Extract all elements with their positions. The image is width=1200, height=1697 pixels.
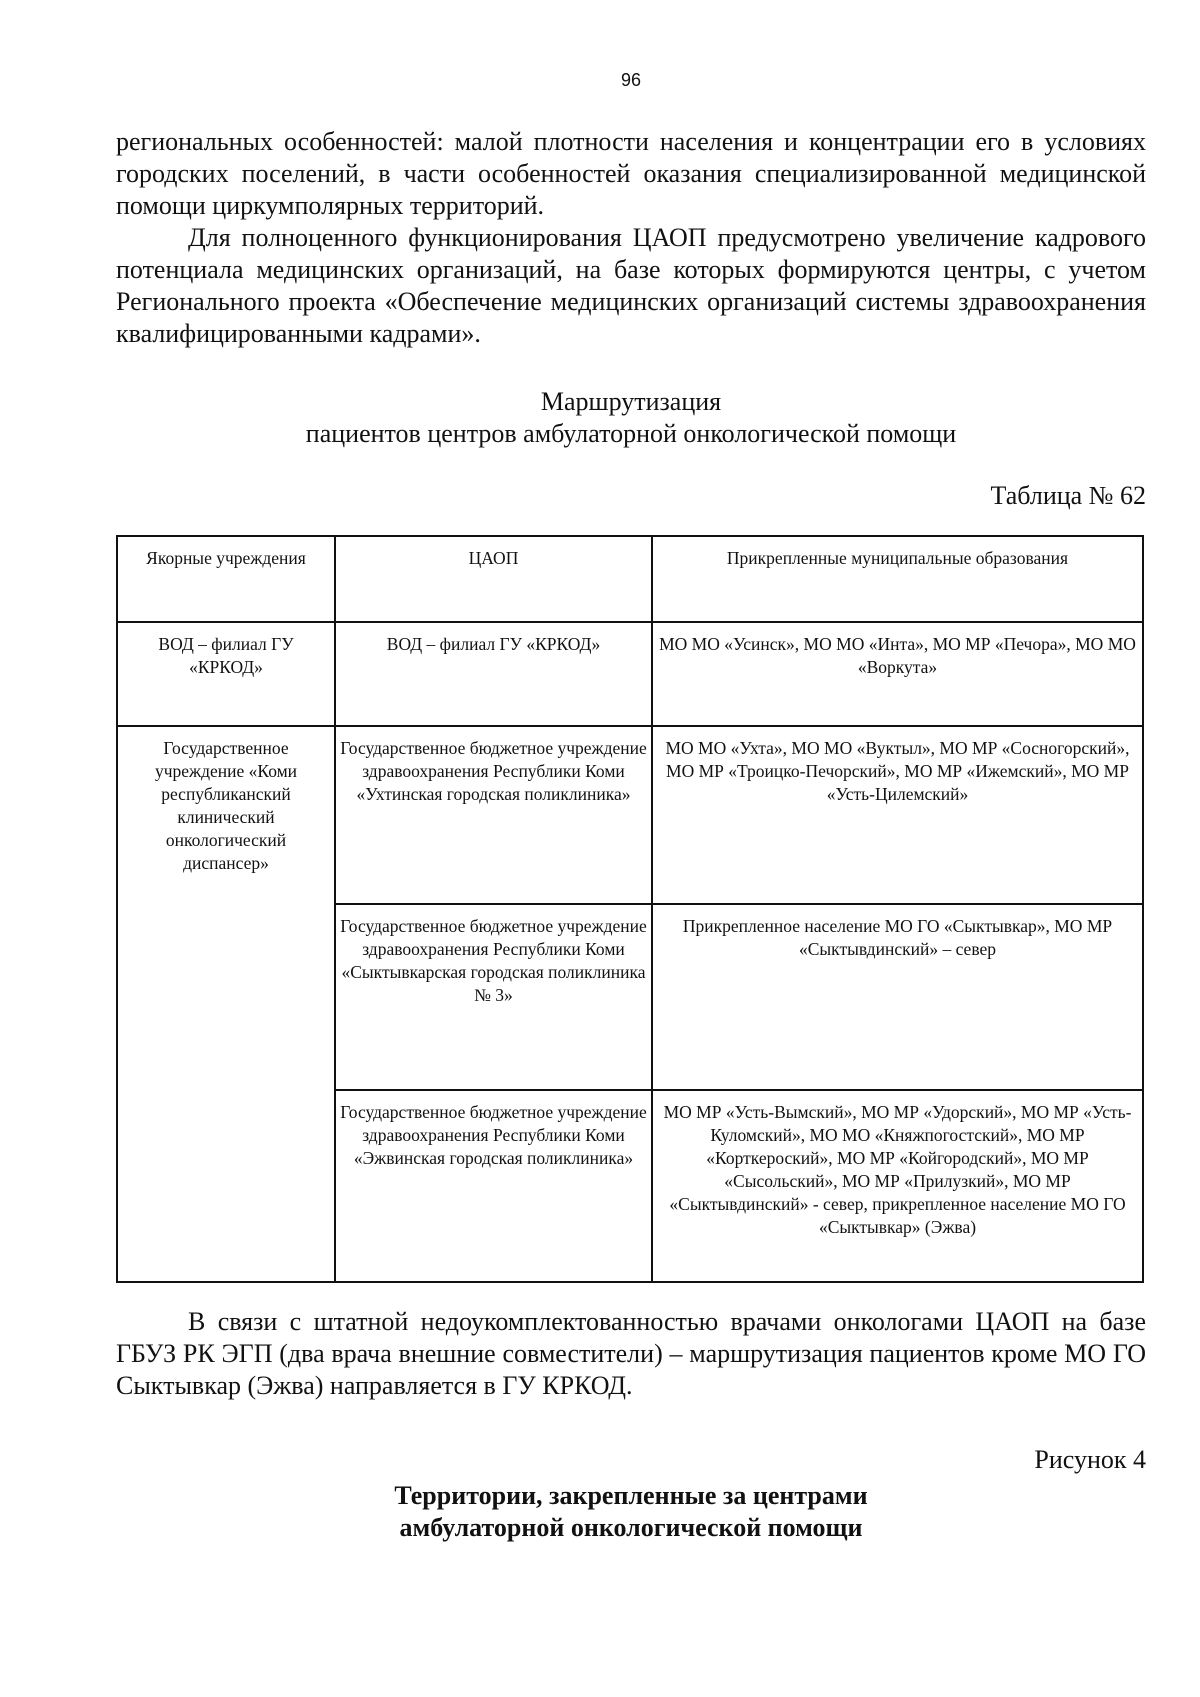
header-center: ЦАОП [335,536,652,622]
cell-center: Государственное бюджетное учреждение здравоохранения Республики Коми «Ухтинская городская поликлиника» [335,726,652,904]
table-caption: Таблица № 62 [990,481,1146,510]
table-heading-line1: Маршрутизация [540,387,722,416]
paragraph-staffing: Для полноценного функционирования ЦАОП предусмотрено увеличение кадрового потенциала медицинских организаций, на базе которых формируются центры, с учетом Регионального проекта «Обеспечение медицинских организаций системы здравоохранения квалифицированными кадрами». [116,223,1146,348]
cell-municipalities: МО МО «Ухта», МО МО «Вуктыл», МО МР «Сосногорский», МО МР «Троицко-Печорский», МО МР «Ижемский», МО МР «Усть-Цилемский» [652,726,1143,904]
figure-title-line2: амбулаторной онкологической помощи [399,1513,863,1542]
header-municipalities: Прикрепленные муниципальные образования [652,536,1143,622]
paragraph-regional-features: региональных особенностей: малой плотности населения и концентрации его в условиях городских поселений, в части особенностей оказания специализированной медицинской помощи циркумполярных территорий. [116,127,1146,220]
figure-title [116,1480,1146,1544]
cell-center: Государственное бюджетное учреждение здравоохранения Республики Коми «Эжвинская городская поликлиника» [335,1090,652,1282]
cell-municipalities: МО МР «Усть-Вымский», МО МР «Удорский», МО МР «Усть-Куломский», МО МО «Княжпогостский», МО МР «Корткероский», МО МР «Койгородский», МО МР «Сысольский», МО МР «Прилузкий», МО МР «Сыктывдинский» - север, прикрепленное население МО ГО «Сыктывкар» (Эжва) [652,1090,1143,1282]
cell-anchor: ВОД – филиал ГУ «КРКОД» [117,622,335,726]
table-row [117,622,1143,726]
paragraph-routing-note: В связи с штатной недоукомплектованностью врачами онкологами ЦАОП на базе ГБУЗ РК ЭГП (два врача внешние совместители) – маршрутизация пациентов кроме МО ГО Сыктывкар (Эжва) направляется в ГУ КРКОД. [116,1307,1146,1400]
table-header-row [117,536,1143,622]
cell-municipalities: МО МО «Усинск», МО МО «Инта», МО МР «Печора», МО МО «Воркута» [652,622,1143,726]
table-row [117,726,1143,904]
page-number: 96 [620,70,642,90]
cell-center: ВОД – филиал ГУ «КРКОД» [335,622,652,726]
cell-center: Государственное бюджетное учреждение здравоохранения Республики Коми «Сыктывкарская городская поликлиника № 3» [335,904,652,1090]
table-heading-line2: пациентов центров амбулаторной онкологической помощи [305,419,957,448]
figure-caption: Рисунок 4 [1034,1445,1146,1474]
cell-anchor: Государственное учреждение «Коми республиканский клинический онкологический диспансер» [117,726,335,1282]
table-heading [116,386,1146,450]
cell-municipalities: Прикрепленное население МО ГО «Сыктывкар», МО МР «Сыктывдинский» – север [652,904,1143,1090]
figure-title-line1: Территории, закрепленные за центрами [394,1481,868,1510]
routing-table [116,535,1144,1283]
header-anchor: Якорные учреждения [117,536,335,622]
